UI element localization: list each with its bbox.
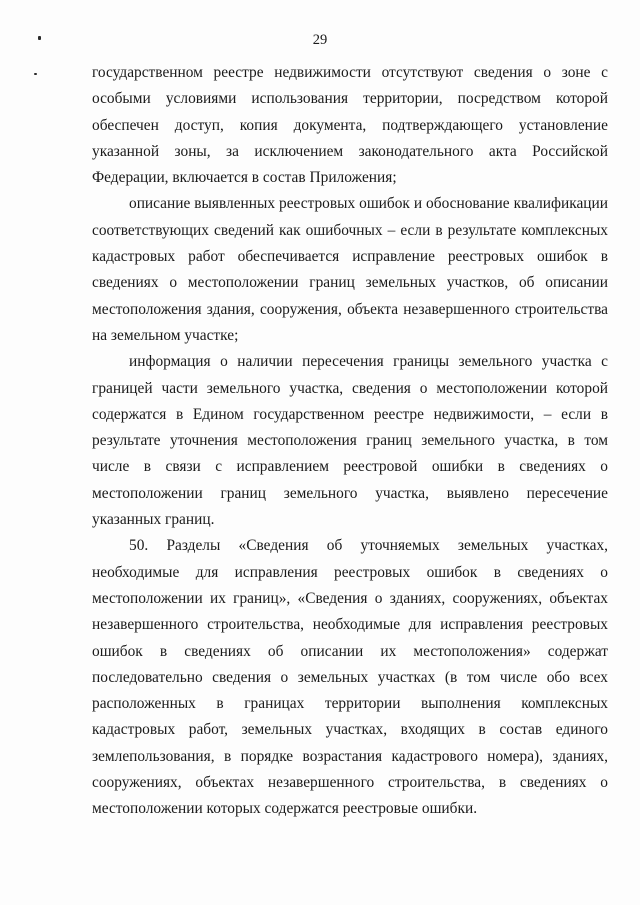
document-body [92, 60, 608, 823]
paragraph-item-50: 50. Разделы «Сведения об уточняемых земельных участках, необходимые для исправления реестровых ошибок в сведениях о местоположении их границ», «Сведения о зданиях, сооружениях, объектах незавершенного строительства, необходимые для исправления реестровых ошибок в сведениях об описании их местоположения» содержат последовательно сведения о земельных участках (в том числе обо всех расположенных в границах территории выполнения комплексных кадастровых работ, земельных участках, входящих в состав единого землепользования, в порядке возрастания кадастрового номера), зданиях, сооружениях, объектах незавершенного строительства, в сведениях о местоположении которых содержатся реестровые ошибки. [92, 537, 608, 818]
page-number: 29 [312, 32, 328, 48]
paragraph-boundary-intersection: информация о наличии пересечения границы земельного участка с границей части земельного участка, сведения о местоположении которой содержатся в Едином государственном реестре недвижимости, – если в результате уточнения местоположения границ земельного участка, в том числе в связи с исправлением реестровой ошибки в сведениях о местоположении границ земельного участка, выявлено пересечение указанных границ. [92, 353, 608, 529]
paragraph-continuation: государственном реестре недвижимости отсутствуют сведения о зоне с особыми условиями использования территории, посредством которой обеспечен доступ, копия документа, подтверждающего установление указанной зоны, за исключением законодательного акта Российской Федерации, включается в состав Приложения; [92, 64, 608, 187]
scan-mark [34, 73, 37, 75]
paragraph-error-description: описание выявленных реестровых ошибок и обоснование квалификации соответствующих сведений как ошибочных – если в результате комплексных кадастровых работ обеспечивается исправление реестровых ошибок в сведениях о местоположении границ земельных участков, об описании местоположения здания, сооружения, объекта незавершенного строительства на земельном участке; [92, 195, 608, 344]
